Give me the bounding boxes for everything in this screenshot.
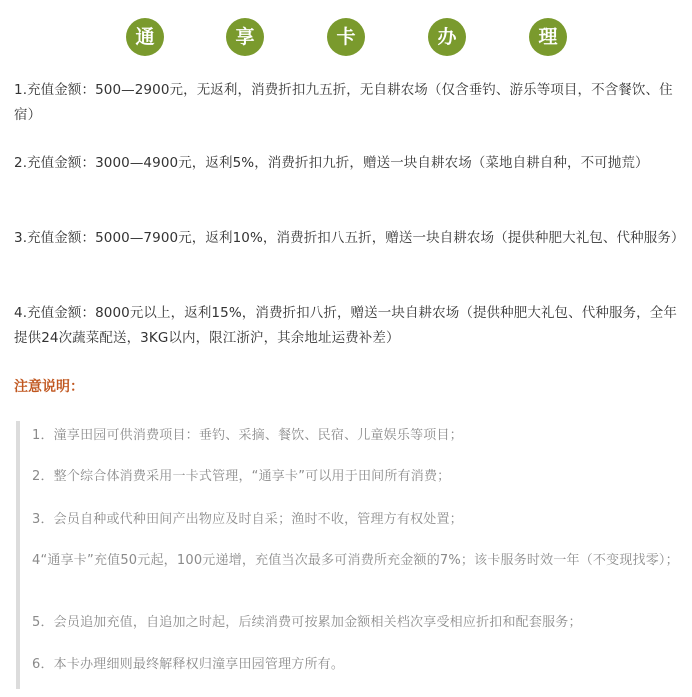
title-char-4: 办	[428, 18, 466, 56]
notice-item-2: 2．整个综合体消费采用一卡式管理，“通享卡”可以用于田间所有消费；	[32, 469, 451, 484]
notice-item-3: 3．会员自种或代种田间产出物应及时自采；渔时不收，管理方有权处置；	[32, 512, 463, 527]
notice-heading: 注意说明：	[14, 379, 84, 395]
recharge-tier-3: 3.充值金额：5000—7900元，返利10%，消费折扣八五折，赠送一块自耕农场（提供种肥大礼包、代种服务）	[14, 230, 685, 246]
title-row	[0, 18, 692, 58]
title-char-1: 通	[126, 18, 164, 56]
notice-item-5: 5．会员追加充值，自追加之时起，后续消费可按累加金额相关档次享受相应折扣和配套服务；	[32, 615, 582, 630]
recharge-tier-1: 1.充值金额：500—2900元，无返利，消费折扣九五折，无自耕农场（仅含垂钓、游乐等项目，不含餐饮、住宿）	[14, 82, 673, 123]
recharge-tier-4: 4.充值金额：8000元以上，返利15%，消费折扣八折，赠送一块自耕农场（提供种肥大礼包、代种服务，全年提供24次蔬菜配送，3KG以内，限江浙沪，其余地址运费补差）	[14, 305, 677, 346]
notice-blockquote	[16, 421, 684, 689]
notice-item-6: 6．本卡办理细则最终解释权归潼享田园管理方所有。	[32, 657, 345, 672]
title-char-2: 享	[226, 18, 264, 56]
notice-item-1: 1．潼享田园可供消费项目：垂钓、采摘、餐饮、民宿、儿童娱乐等项目；	[32, 428, 463, 443]
title-char-3: 卡	[327, 18, 365, 56]
recharge-tier-2: 2.充值金额：3000—4900元，返利5%，消费折扣九折，赠送一块自耕农场（菜地自耕自种，不可抛荒）	[14, 155, 649, 171]
notice-item-4: 4“通享卡”充值50元起，100元递增，充值当次最多可消费所充金额的7%；该卡服务时效一年（不变现找零）；	[32, 553, 679, 568]
title-char-5: 理	[529, 18, 567, 56]
